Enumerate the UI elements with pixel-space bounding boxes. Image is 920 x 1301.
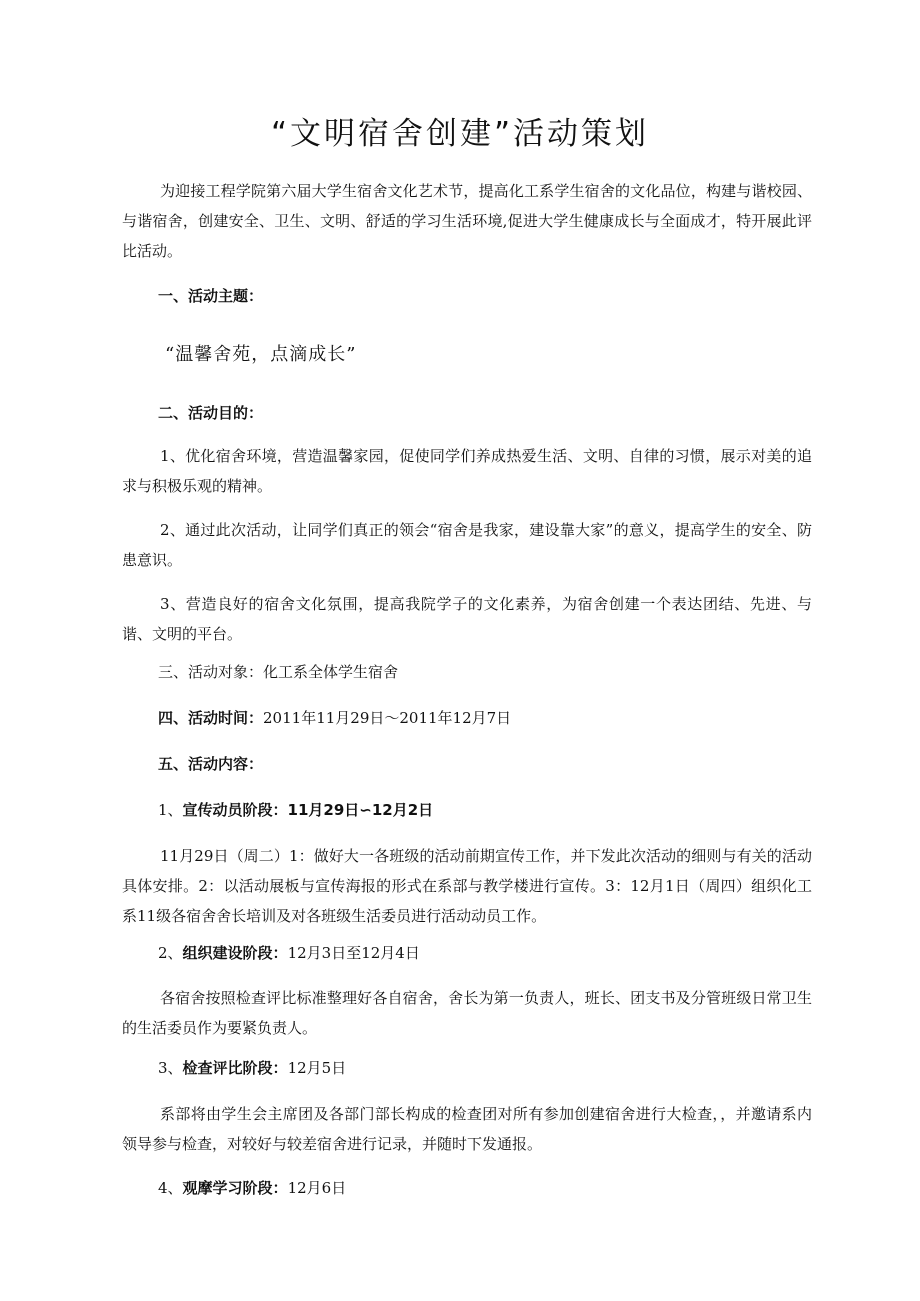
- section-heading-purpose: 二、活动目的：: [158, 404, 264, 422]
- stage-4-heading: [158, 1176, 346, 1200]
- stage-2-number: 2、: [158, 944, 183, 962]
- stage-2-label: 组织建设阶段：: [182, 944, 288, 962]
- stage-3-heading: [158, 1056, 346, 1080]
- stage-3-text: 系部将由学生会主席团及各部门部长构成的检查团对所有参加创建宿舍进行大检查，，并邀请系内领导参与检查，对较好与较差宿舍进行记录，并随时下发通报。: [122, 1105, 812, 1153]
- document-title: “文明宿舍创建”活动策划: [270, 116, 650, 152]
- section-time-label: 四、活动时间：: [158, 709, 264, 727]
- purpose-item-1: 1、优化宿舍环境，营造温馨家园，促使同学们养成热爱生活、文明、自律的习惯，展示对美的追求与积极乐观的精神。: [122, 447, 812, 495]
- stage-4-number: 4、: [158, 1179, 183, 1197]
- purpose-item-2: 2、通过此次活动，让同学们真正的领会“宿舍是我家，建设靠大家”的意义，提高学生的安全、防患意识。: [122, 521, 812, 569]
- section-target-value: 化工系全体学生宿舍: [263, 663, 399, 681]
- purpose-item-3: 3、营造良好的宿舍文化氛围，提高我院学子的文化素养，为宿舍创建一个表达团结、先进、与谐、文明的平台。: [122, 595, 812, 643]
- stage-1-heading: [158, 798, 433, 822]
- stage-4-date: 12月6日: [287, 1179, 347, 1197]
- section-target: [158, 660, 398, 684]
- stage-2-date: 12月3日至12月4日: [287, 944, 420, 962]
- section-time: [158, 706, 511, 730]
- stage-4-label: 观摩学习阶段：: [182, 1179, 288, 1197]
- stage-1-label: 宣传动员阶段：11月29日∽12月2日: [182, 801, 434, 819]
- stage-3-date: 12月5日: [287, 1059, 347, 1077]
- intro-paragraph: 为迎接工程学院第六届大学生宿舍文化艺术节，提高化工系学生宿舍的文化品位，构建与谐校园、与谐宿舍，创建安全、卫生、文明、舒适的学习生活环境,促进大学生健康成长与全面成才，特开展此评比活动。: [122, 182, 812, 260]
- stage-2-heading: [158, 941, 420, 965]
- stage-2-text: 各宿舍按照检查评比标准整理好各自宿舍，舍长为第一负责人，班长、团支书及分管班级日常卫生的生活委员作为要紧负责人。: [122, 989, 812, 1037]
- stage-3-label: 检查评比阶段：: [182, 1059, 288, 1077]
- stage-3-number: 3、: [158, 1059, 183, 1077]
- stage-1-number: 1、: [158, 801, 183, 819]
- section-time-value: 2011年11月29日～2011年12月7日: [263, 709, 512, 727]
- section-target-label: 三、活动对象：: [158, 663, 264, 681]
- stage-1-text: 11月29日（周二）1：做好大一各班级的活动前期宣传工作，并下发此次活动的细则与有关的活动具体安排。2：以活动展板与宣传海报的形式在系部与教学楼进行宣传。3：12月1日（周四）组织化工系11级各宿舍舍长培训及对各班级生活委员进行活动动员工作。: [122, 847, 812, 925]
- section-heading-content: 五、活动内容：: [158, 755, 264, 773]
- activity-theme: “温馨舍苑，点滴成长”: [165, 344, 357, 365]
- section-heading-theme: 一、活动主题：: [158, 287, 264, 305]
